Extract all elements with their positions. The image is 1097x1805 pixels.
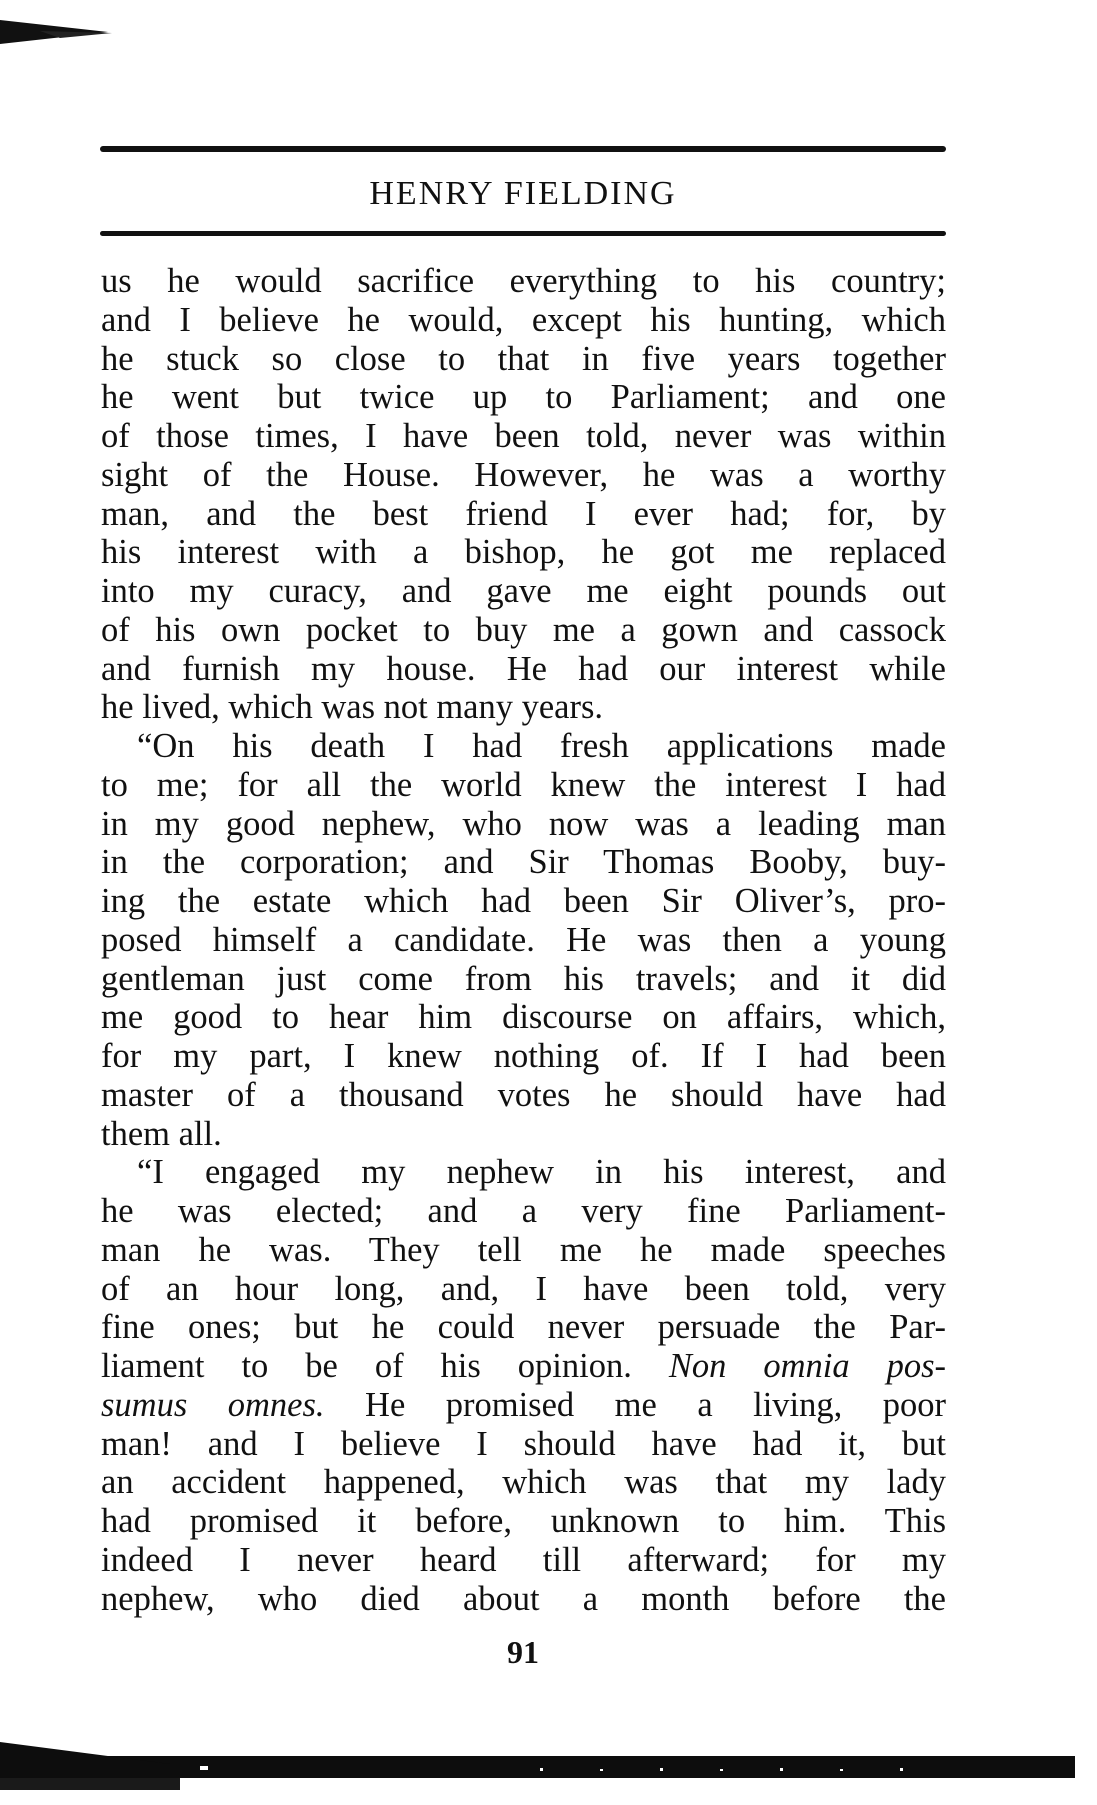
text-line: of those times, I have been told, never was within	[101, 417, 946, 455]
text-line: man he was. They tell me he made speeches	[101, 1230, 946, 1269]
text-line: nephew, who died about a month before the	[101, 1579, 946, 1618]
text-line: of his own pocket to buy me a gown and cassock	[101, 610, 946, 649]
text-line: man! and I believe I should have had it, but	[101, 1424, 946, 1463]
text-line: us he would sacrifice everything to his country;	[101, 262, 946, 300]
text-line: them all.	[101, 1114, 222, 1153]
page-body	[101, 262, 946, 1618]
text-line: man, and the best friend I ever had; for, by	[101, 494, 946, 533]
scan-bottom-bar	[0, 1742, 1075, 1794]
page-number: 91	[507, 1634, 539, 1670]
text-line: he was elected; and a very fine Parliament-	[101, 1192, 946, 1230]
text-line: his interest with a bishop, he got me replaced	[101, 533, 946, 572]
text-line: in my good nephew, who now was a leading man	[101, 804, 946, 843]
text-line: master of a thousand votes he should have had	[101, 1075, 946, 1114]
text-line: to me; for all the world knew the interest I had	[101, 765, 946, 804]
header-rule-bottom	[100, 231, 946, 236]
text-line: fine ones; but he could never persuade the Par-	[101, 1308, 946, 1347]
text-line: and furnish my house. He had our interest while	[101, 649, 946, 688]
text-line: ing the estate which had been Sir Oliver’s, pro-	[101, 882, 946, 920]
text-line: “I engaged my nephew in his interest, and	[137, 1153, 946, 1192]
text-line: he stuck so close to that in five years together	[101, 339, 946, 378]
text-line-with-latin	[101, 1386, 946, 1425]
text-line: sight of the House. However, he was a worthy	[101, 455, 946, 494]
text-line: into my curacy, and gave me eight pounds out	[101, 572, 946, 610]
running-head: HENRY FIELDING	[369, 175, 677, 212]
header-rule-top	[100, 146, 946, 152]
text-line: for my part, I knew nothing of. If I had been	[101, 1037, 946, 1075]
text-line: he went but twice up to Parliament; and one	[101, 378, 946, 417]
text-line: he lived, which was not many years.	[101, 688, 604, 727]
text-line: indeed I never heard till afterward; for my	[101, 1540, 946, 1579]
text-line: gentleman just come from his travels; and it did	[101, 959, 946, 998]
text-line-roman: He promised me a living, poor	[365, 1385, 946, 1424]
latin-phrase-part1: Non omnia pos-	[668, 1347, 946, 1385]
text-line: “On his death I had fresh applications made	[137, 727, 946, 765]
latin-phrase-part2: sumus omnes.	[101, 1385, 325, 1424]
text-line: an accident happened, which was that my lady	[101, 1463, 946, 1502]
text-line: me good to hear him discourse on affairs, which,	[101, 998, 946, 1037]
text-line: and I believe he would, except his hunting, which	[101, 300, 946, 339]
text-line-with-latin	[101, 1347, 946, 1386]
text-line-roman: liament to be of his opinion.	[101, 1347, 632, 1385]
scan-corner-mark	[0, 14, 112, 48]
text-line: had promised it before, unknown to him. This	[101, 1502, 946, 1540]
text-line: of an hour long, and, I have been told, very	[101, 1269, 946, 1308]
text-line: posed himself a candidate. He was then a young	[101, 920, 946, 959]
text-line: in the corporation; and Sir Thomas Booby, buy-	[101, 843, 946, 882]
